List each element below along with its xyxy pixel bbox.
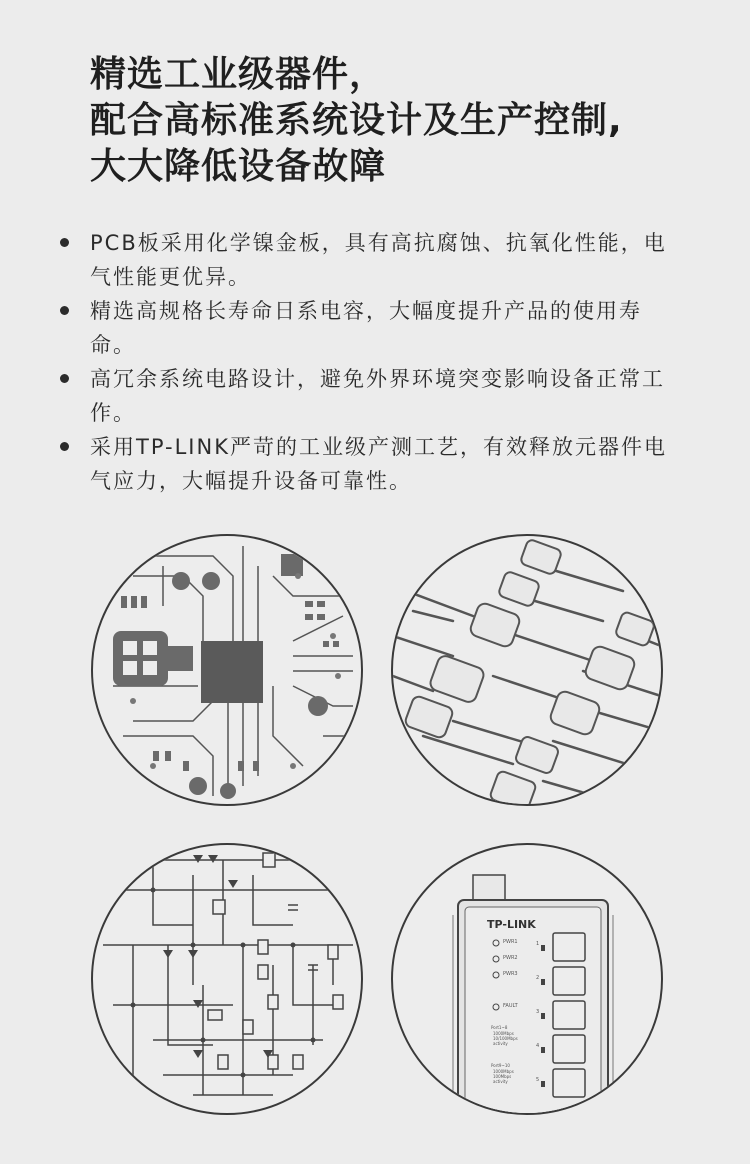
port-group-1-legend: 1000Mbps 10/100Mbps activity [493, 1031, 518, 1046]
port-group-2-legend: 1000Mbps 100Mbps activity [493, 1069, 514, 1084]
pcb-illustration [91, 534, 363, 806]
port-number: 2 [536, 975, 540, 981]
bullet-dot-icon [60, 238, 69, 247]
switch-drawing [393, 845, 661, 1113]
led-label-fault: FAULT [503, 1003, 518, 1009]
port-group-1-label: Port1~8 [491, 1025, 508, 1030]
port-number: 4 [536, 1043, 540, 1049]
feature-list [60, 226, 680, 498]
port-group-2-label: Port9~10 [491, 1063, 510, 1068]
led-label-pwr3: PWR3 [503, 971, 518, 977]
feature-item: 高冗余系统电路设计，避免外界环境突变影响设备正常工作。 [60, 362, 680, 430]
capacitor-drawing [393, 536, 661, 804]
bullet-dot-icon [60, 374, 69, 383]
bullet-dot-icon [60, 442, 69, 451]
headline-line-2: 配合高标准系统设计及生产控制, [90, 100, 623, 141]
port-number: 3 [536, 1009, 540, 1015]
headline [90, 52, 710, 190]
headline-line-3: 大大降低设备故障 [90, 146, 387, 187]
port-number: 5 [536, 1077, 540, 1083]
schematic-drawing [93, 845, 361, 1113]
port-number: 1 [536, 941, 540, 947]
headline-line-1: 精选工业级器件， [90, 54, 387, 95]
schematic-illustration [91, 843, 363, 1115]
pcb-drawing [93, 536, 361, 804]
switch-illustration [391, 843, 663, 1115]
feature-item: 采用TP-LINK严苛的工业级产测工艺，有效释放元器件电气应力，大幅提升设备可靠性。 [60, 430, 680, 498]
led-label-pwr2: PWR2 [503, 955, 518, 961]
feature-item: 精选高规格长寿命日系电容，大幅度提升产品的使用寿命。 [60, 294, 680, 362]
chip-icon [201, 641, 263, 703]
bullet-dot-icon [60, 306, 69, 315]
brand-logo: TP-LINK [487, 918, 536, 931]
led-label-pwr1: PWR1 [503, 939, 518, 945]
feature-item: PCB板采用化学镍金板，具有高抗腐蚀、抗氧化性能，电气性能更优异。 [60, 226, 680, 294]
capacitor-illustration [391, 534, 663, 806]
